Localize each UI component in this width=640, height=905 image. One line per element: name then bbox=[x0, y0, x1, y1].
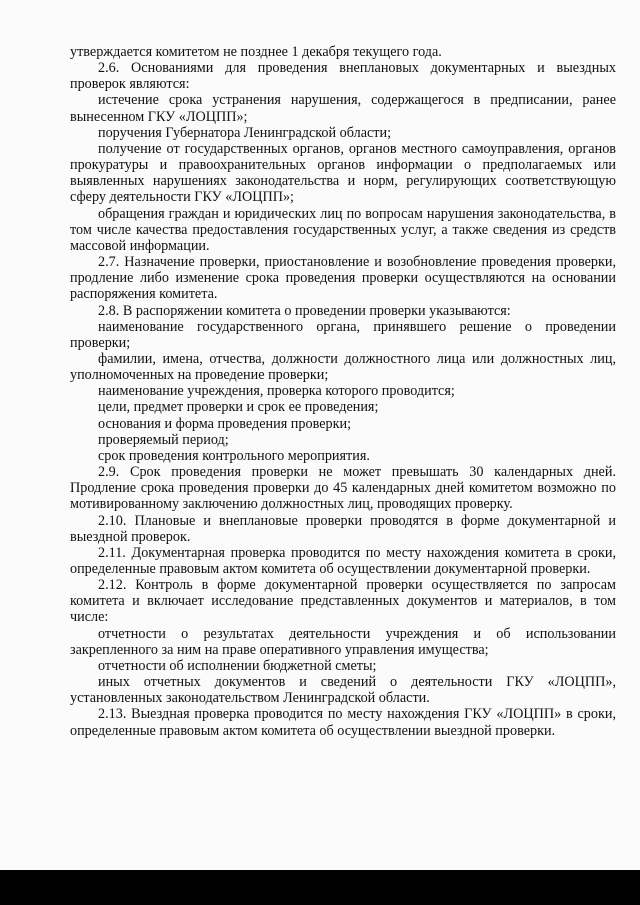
paragraph-2-6: 2.6. Основаниями для проведения внеплановых документарных и выездных проверок являются: bbox=[70, 60, 616, 93]
paragraph-item: цели, предмет проверки и срок ее проведения; bbox=[98, 399, 379, 416]
paragraph-item: основания и форма проведения проверки; bbox=[98, 415, 352, 432]
paragraph-2-11: 2.11. Документарная проверка проводится по месту нахождения комитета в сроки, определенные правовым актом комитета об осуществлении документарной проверки. bbox=[70, 544, 616, 577]
paragraph-item: иных отчетных документов и сведений о деятельности ГКУ «ЛОЦПП», установленных законодательством Ленинградской области. bbox=[70, 674, 616, 707]
paragraph-item: фамилии, имена, отчества, должности должностного лица или должностных лиц, уполномоченных на проведение проверки; bbox=[70, 350, 616, 384]
paragraph-item: наименование учреждения, проверка которого проводится; bbox=[98, 383, 455, 400]
paragraph-item: отчетности о результатах деятельности учреждения и об использовании закрепленного за ним на праве оперативного управления имущества; bbox=[70, 625, 616, 658]
paragraph-2-10: 2.10. Плановые и внеплановые проверки проводятся в форме документарной и выездной проверок. bbox=[70, 512, 616, 545]
paragraph-item: проверяемый период; bbox=[98, 431, 229, 448]
paragraph-item: отчетности об исполнении бюджетной сметы; bbox=[98, 657, 377, 674]
paragraph-item: истечение срока устранения нарушения, содержащегося в предписании, ранее вынесенном ГКУ «ЛОЦПП»; bbox=[70, 92, 616, 125]
paragraph-2-9: 2.9. Срок проведения проверки не может превышать 30 календарных дней. Продление срока проведения проверки до 45 календарных дней комитетом возможно по мотивированному заключению должностных лиц, проводящих проверку. bbox=[70, 464, 616, 513]
paragraph-item: получение от государственных органов, органов местного самоуправления, органов прокуратуры и правоохранительных органов информации о предполагаемых или выявленных нарушениях законодательства и норм, регулирующих соответствующую сферу деятельности ГКУ «ЛОЦПП»; bbox=[70, 140, 616, 206]
paragraph-item: обращения граждан и юридических лиц по вопросам нарушения законодательства, в том числе качества предоставления государственных услуг, а также сведения из средств массовой информации. bbox=[70, 205, 616, 254]
paragraph-2-12: 2.12. Контроль в форме документарной проверки осуществляется по запросам комитета и включает исследование представленных документов и материалов, в том числе: bbox=[70, 577, 616, 626]
paragraph-item: срок проведения контрольного мероприятия. bbox=[98, 447, 370, 464]
paragraph-item: поручения Губернатора Ленинградской области; bbox=[98, 124, 392, 141]
paragraph-item: наименование государственного органа, принявшего решение о проведении проверки; bbox=[70, 318, 616, 351]
paragraph-continuation: утверждается комитетом не позднее 1 декабря текущего года. bbox=[70, 44, 442, 60]
paragraph-2-7: 2.7. Назначение проверки, приостановление и возобновление проведения проверки, продление либо изменение срока проведения проверки осуществляются на основании распоряжения комитета. bbox=[70, 254, 616, 303]
paragraph-2-13: 2.13. Выездная проверка проводится по месту нахождения ГКУ «ЛОЦПП» в сроки, определенные правовым актом комитета об осуществлении выездной проверки. bbox=[70, 706, 616, 739]
scan-bottom-border bbox=[0, 870, 640, 905]
document-body bbox=[70, 44, 616, 739]
paragraph-2-8: 2.8. В распоряжении комитета о проведении проверки указываются: bbox=[98, 302, 511, 319]
